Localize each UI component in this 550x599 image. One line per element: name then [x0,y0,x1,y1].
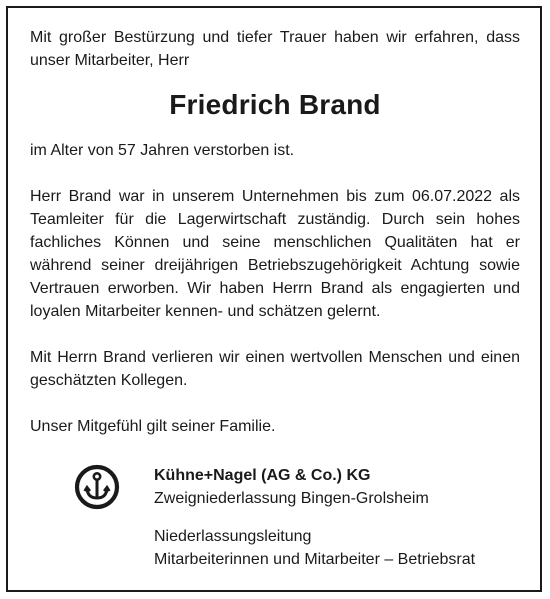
signature-text [154,464,475,571]
loss-paragraph: Mit Herrn Brand verlieren wir einen wertvollen Menschen und einen geschätzten Kollegen. [30,349,520,389]
age-line: im Alter von 57 Jahren verstorben ist. [30,142,295,159]
obituary-notice [30,26,520,438]
deceased-name: Friedrich Brand [169,89,381,120]
department-line-1: Niederlassungsleitung [154,528,312,545]
company-name: Kühne+Nagel (AG & Co.) KG [154,467,371,484]
anchor-in-circle-icon [74,464,120,510]
tribute-paragraph: Herr Brand war in unserem Unternehmen bis zum 06.07.2022 als Teamleiter für die Lagerwirtschaft zuständig. Durch sein hohes fachliches Können und seine menschlichen Qualitäten hat er während seiner dreijährigen Betriebszugehörigkeit Achtung sowie Vertrauen erworben. Wir haben Herrn Brand als engagierten und loyalen Mitarbeiter kennen- und schätzen gelernt. [30,188,520,320]
condolence-line: Unser Mitgefühl gilt seiner Familie. [30,418,276,435]
department-line-2: Mitarbeiterinnen und Mitarbeiter – Betriebsrat [154,551,476,568]
intro-text: Mit großer Bestürzung und tiefer Trauer haben wir erfahren, dass unser Mitarbeiter, Herr [30,29,520,69]
signature-block [74,464,534,574]
branch-name: Zweigniederlassung Bingen-Grolsheim [154,490,429,507]
